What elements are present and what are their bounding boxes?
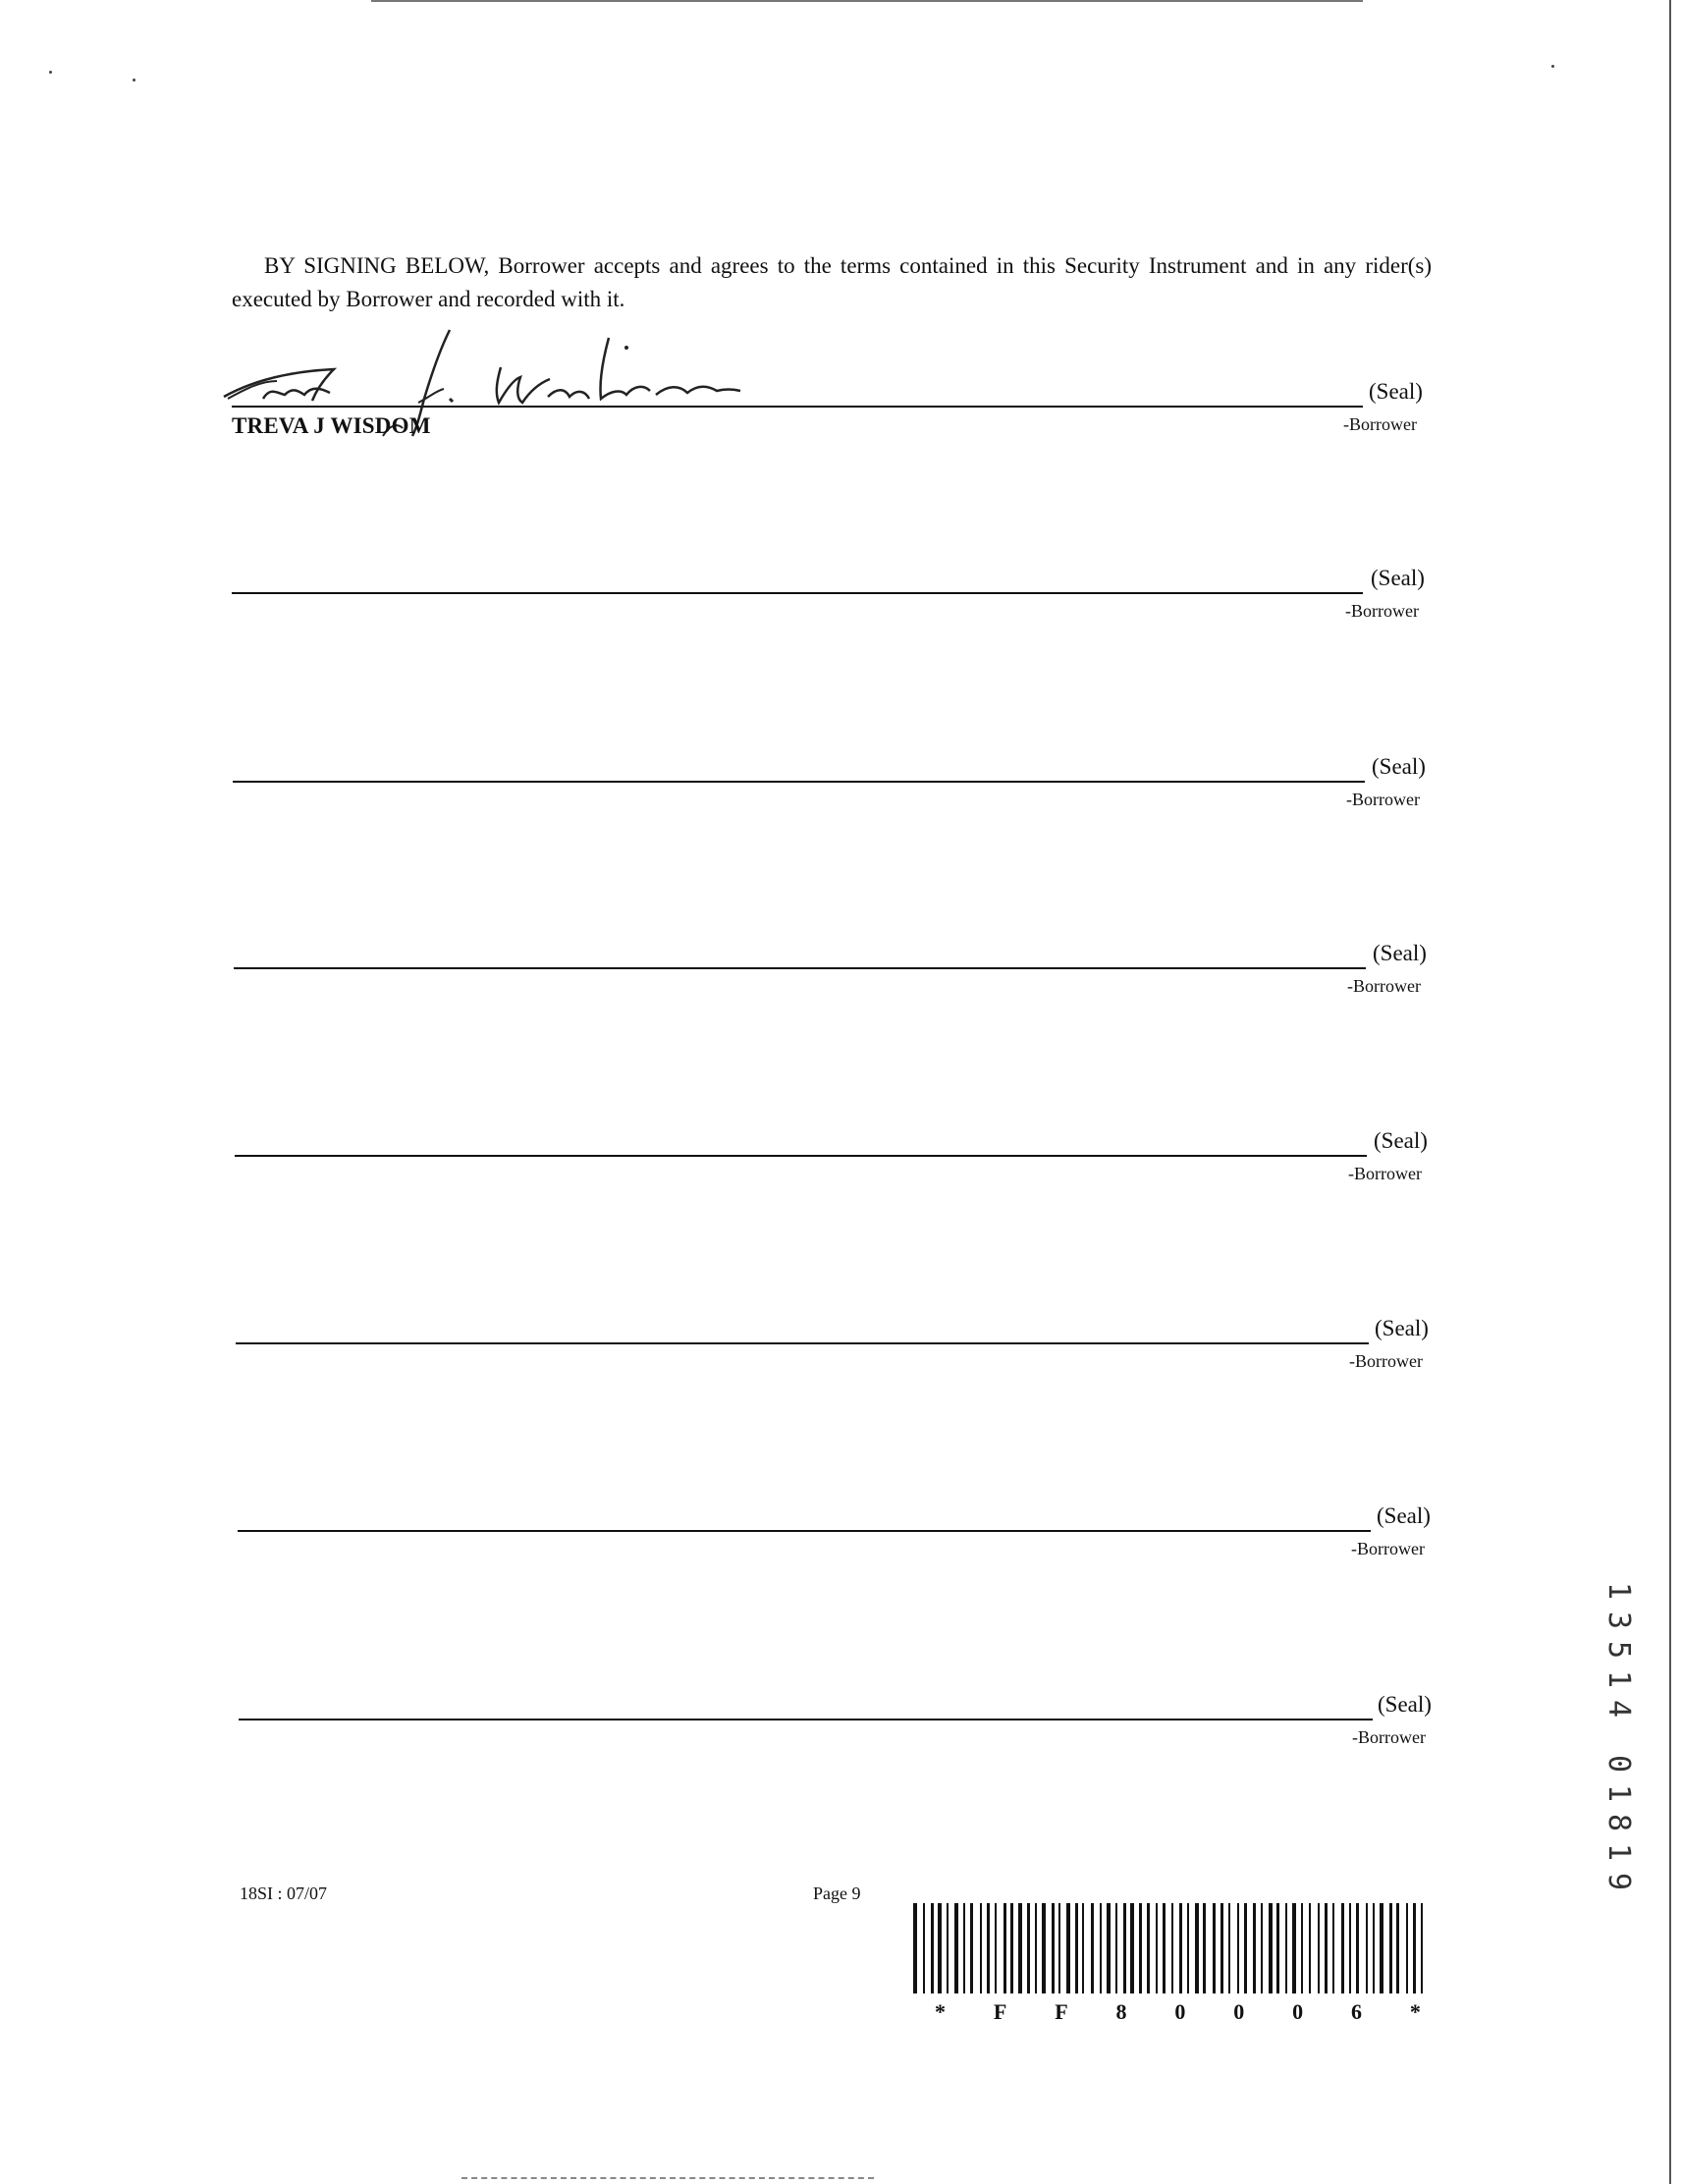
barcode [913,1903,1428,1993]
barcode-char: * [935,1999,946,2024]
barcode-bar [1237,1903,1239,1993]
barcode-bar [1292,1903,1296,1993]
stamp-digit: 1 [1601,1581,1636,1601]
signature-line[interactable] [233,781,1365,783]
barcode-bar [1261,1903,1263,1993]
barcode-bar [1396,1903,1399,1993]
signature-line[interactable] [236,1342,1369,1344]
signature-block-6 [236,1285,1436,1371]
seal-label: (Seal) [1378,1692,1432,1717]
barcode-bar [1244,1903,1247,1993]
barcode-bar [1309,1903,1311,1993]
stamp-digit: 1 [1601,1669,1636,1689]
barcode-bar [1100,1903,1102,1993]
signature-block-3 [233,724,1433,809]
barcode-char: 0 [1174,1999,1186,2024]
role-label: -Borrower [1348,1164,1422,1183]
barcode-bar [1195,1903,1199,1993]
role-label: -Borrower [1349,1351,1423,1371]
barcode-bar [1018,1903,1022,1993]
role-label: -Borrower [1351,1539,1425,1558]
barcode-bar [1066,1903,1070,1993]
barcode-bar [1421,1903,1423,1993]
barcode-bar [1042,1903,1046,1993]
barcode-bar [970,1903,973,1993]
barcode-bar [1373,1903,1375,1993]
stamp-digit: 1 [1601,1783,1636,1803]
signature-block-4 [234,910,1434,996]
barcode-bar [923,1903,925,1993]
barcode-bar [938,1903,942,1993]
seal-label: (Seal) [1375,1316,1429,1340]
barcode-bar [1301,1903,1303,1993]
barcode-char: 0 [1292,1999,1304,2024]
barcode-bar [963,1903,965,1993]
page-number: Page 9 [813,1884,861,1903]
barcode-bar [1276,1903,1279,1993]
barcode-char: F [993,1999,1007,2024]
barcode-bar [1203,1903,1206,1993]
stamp-digit: 4 [1601,1699,1636,1719]
seal-label: (Seal) [1371,566,1425,590]
barcode-bar [1228,1903,1230,1993]
barcode-bar [980,1903,982,1993]
barcode-bar [947,1903,949,1993]
signature-block-7 [238,1473,1437,1558]
signature-line[interactable] [232,592,1363,594]
barcode-bar [913,1903,917,1993]
barcode-bar [1356,1903,1359,1993]
barcode-bar [1285,1903,1287,1993]
barcode-bar [1179,1903,1182,1993]
role-label: -Borrower [1352,1727,1426,1747]
barcode-bar [1366,1903,1368,1993]
barcode-bar [1163,1903,1166,1993]
barcode-bar [987,1903,990,1993]
barcode-bar [1123,1903,1126,1993]
scan-speck [1551,65,1554,68]
barcode-char: * [1409,1999,1421,2024]
barcode-bar [1107,1903,1111,1993]
barcode-char: 0 [1233,1999,1245,2024]
barcode-bar [1380,1903,1383,1993]
stamp-digit: 8 [1601,1813,1636,1832]
seal-label: (Seal) [1372,754,1426,779]
signature-line[interactable] [234,967,1366,969]
barcode-bar [1325,1903,1328,1993]
stamp-digit: 0 [1601,1754,1636,1774]
signature-block-2 [232,535,1432,621]
barcode-text [935,1999,1421,2025]
role-label: -Borrower [1346,790,1420,809]
barcode-bar [1027,1903,1030,1993]
barcode-bar [1035,1903,1037,1993]
barcode-bar [1115,1903,1117,1993]
barcode-bar [1332,1903,1334,1993]
barcode-bar [1130,1903,1134,1993]
seal-label: (Seal) [1369,379,1423,404]
barcode-bar [1349,1903,1351,1993]
role-label: -Borrower [1343,414,1417,434]
scan-speck [133,79,136,82]
barcode-bar [1187,1903,1189,1993]
barcode-bar [1091,1903,1094,1993]
stamp-digit: 3 [1601,1611,1636,1630]
role-label: -Borrower [1347,976,1421,996]
barcode-bar [1010,1903,1013,1993]
barcode-bar [1156,1903,1158,1993]
signature-line[interactable] [238,1530,1371,1532]
signature-line[interactable] [235,1155,1367,1157]
barcode-bar [1075,1903,1078,1993]
barcode-bar [1003,1903,1006,1993]
side-stamp-number [1599,1576,1638,1896]
form-code: 18SI : 07/07 [240,1884,328,1903]
barcode-bar [1082,1903,1084,1993]
scan-speck [49,71,52,74]
barcode-bar [1171,1903,1173,1993]
stamp-digit: 1 [1601,1842,1636,1862]
barcode-bar [1139,1903,1142,1993]
barcode-char: 6 [1351,1999,1363,2024]
agreement-statement: BY SIGNING BELOW, Borrower accepts and agrees to the terms contained in this Security Instrument and in any rider(s) executed by Borrower and recorded with it. [232,253,1432,311]
seal-label: (Seal) [1373,941,1427,965]
barcode-bar [1253,1903,1256,1993]
barcode-char: 8 [1115,1999,1127,2024]
barcode-bar [1318,1903,1320,1993]
role-label: -Borrower [1345,601,1419,621]
seal-label: (Seal) [1377,1503,1431,1528]
barcode-bar [1269,1903,1273,1993]
barcode-bar [1147,1903,1150,1993]
stamp-digit: 9 [1601,1872,1636,1891]
barcode-char: F [1055,1999,1068,2024]
signature-block-5 [235,1098,1435,1183]
barcode-bar [995,1903,997,1993]
barcode-bar [954,1903,958,1993]
signature-block-8 [239,1662,1438,1747]
barcode-bar [1341,1903,1344,1993]
barcode-bar [1058,1903,1060,1993]
signature-line[interactable] [239,1719,1373,1720]
barcode-bar [1406,1903,1408,1993]
stamp-digit: 5 [1601,1640,1636,1660]
scan-right-edge [1669,0,1671,2184]
signer-name: TREVA J WISDOM [232,413,431,438]
barcode-bar [1413,1903,1416,1993]
barcode-bar [931,1903,934,1993]
barcode-bar [1389,1903,1392,1993]
scan-top-rule [371,0,1363,2]
scan-bottom-rule [461,2177,874,2179]
barcode-bar [1052,1903,1055,1993]
seal-label: (Seal) [1374,1128,1428,1153]
barcode-bar [1220,1903,1223,1993]
barcode-bar [1213,1903,1216,1993]
